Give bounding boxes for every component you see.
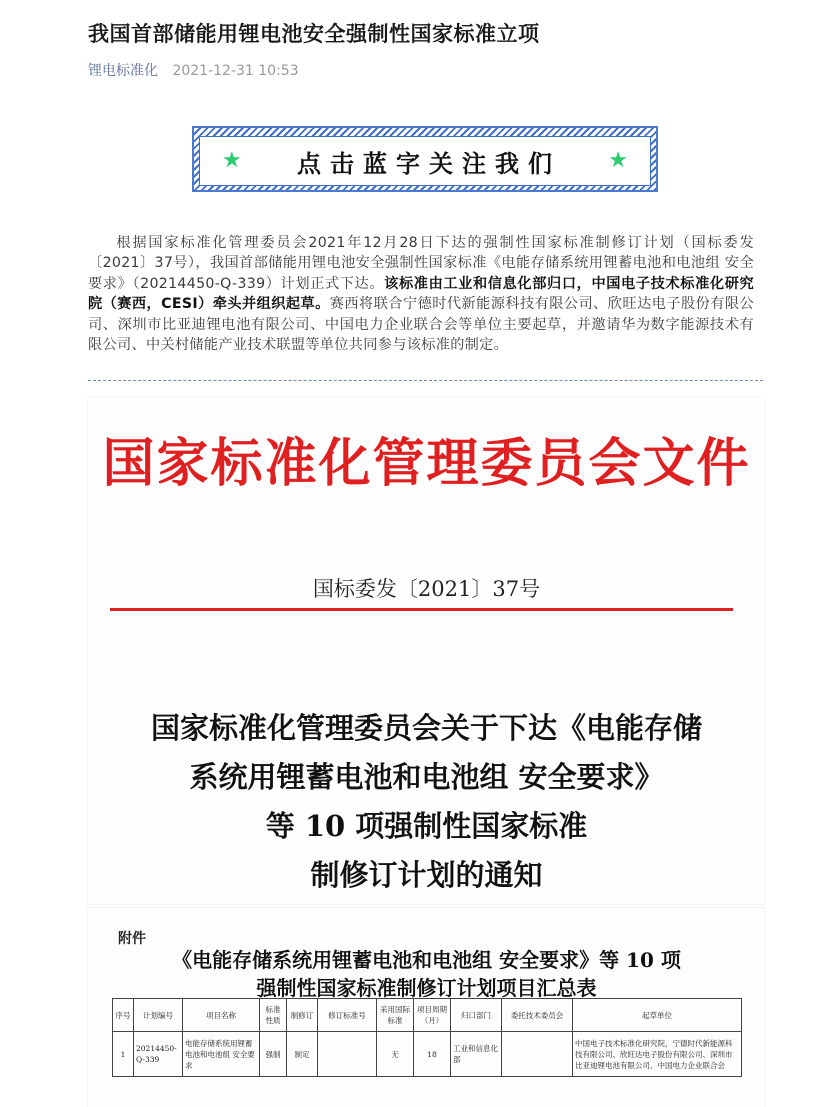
doc-notice-title [88,704,765,900]
follow-banner[interactable] [192,126,658,192]
summary-table [112,998,742,1077]
intro-text: 根据国家标准化管理委员会2021年12月28日下达的强制性国家标准制修订计划（国标委发〔2021〕37号），我国首部储能用锂电池安全强制性国家标准《电能存储系统用锂蓄电池和电池组 安全要求》（20214450-Q-339）计划正式下达。 [88,235,754,292]
table-header-cell: 委托技术委员会 [502,999,573,1032]
table-cell [318,1032,377,1077]
doc-notice-line: 等 10 项强制性国家标准 [265,809,588,843]
article-meta [88,60,299,80]
table-cell: 18 [414,1032,451,1077]
table-cell: 电能存储系统用锂蓄电池和电池组 安全要求 [183,1032,260,1077]
table-header-cell: 采用国际标准 [377,999,414,1032]
doc-notice-line: 系统用锂蓄电池和电池组 安全要求》 [189,760,664,794]
table-cell: 制定 [287,1032,318,1077]
table-cell: 1 [113,1032,134,1077]
account-name-link[interactable]: 锂电标准化 [88,63,158,79]
attachment-scan-image[interactable] [88,908,765,1107]
doc-red-line [110,608,733,611]
doc-number: 国标委发〔2021〕37号 [312,577,541,601]
table-cell: 工业和信息化部 [451,1032,502,1077]
star-icon-left: ★ [222,148,242,173]
document-scan-image[interactable] [88,397,765,904]
table-header-cell: 制修订 [287,999,318,1032]
doc-red-header: 国家标准化管理委员会文件 [102,433,751,494]
table-cell [502,1032,573,1077]
attachment-title-line: 强制性国家标准制修订计划项目汇总表 [256,976,597,1000]
follow-banner-text: 点击蓝字关注我们 [297,148,561,178]
table-cell: 20214450-Q-339 [134,1032,183,1077]
intro-bold-text: 该标准由工业和信息化部归口，中国电子技术标准化研究院（赛西，CESI）牵头并组织起草。 [88,275,754,313]
attachment-title [88,946,765,1002]
table-header-cell: 标准性质 [260,999,287,1032]
follow-banner-inner [199,136,651,186]
table-header-cell: 修订标准号 [318,999,377,1032]
table-header-cell: 起草单位 [573,999,742,1032]
table-header-cell: 序号 [113,999,134,1032]
attachment-title-line: 《电能存储系统用锂蓄电池和电池组 安全要求》等 10 项 [172,948,681,972]
table-header-cell: 项目周期（月） [414,999,451,1032]
table-cell: 无 [377,1032,414,1077]
table-row [113,1032,742,1077]
table-header-cell: 归口部门 [451,999,502,1032]
table-header-cell: 项目名称 [183,999,260,1032]
doc-notice-line: 国家标准化管理委员会关于下达《电能存储 [150,711,702,745]
dashed-divider [88,380,763,381]
article-title: 我国首部储能用锂电池安全强制性国家标准立项 [88,22,540,46]
table-cell: 中国电子技术标准化研究院，宁德时代新能源科技有限公司、欣旺达电子股份有限公司、深圳市比亚迪锂电池有限公司、中国电力企业联合会 [573,1032,742,1077]
star-icon-right: ★ [608,148,628,173]
intro-paragraph [88,233,754,355]
table-header-cell: 计划编号 [134,999,183,1032]
table-cell: 强制 [260,1032,287,1077]
attachment-label: 附件 [118,931,146,947]
intro-tail-text: 赛西将联合宁德时代新能源科技有限公司、欣旺达电子股份有限公司、深圳市比亚迪锂电池有限公司、中国电力企业联合会等单位主要起草，并邀请华为数字能源技术有限公司、中关村储能产业技术联盟等单位共同参与该标准的制定。 [88,296,754,354]
doc-notice-line: 制修订计划的通知 [310,858,543,892]
publish-time: 2021-12-31 10:53 [172,63,299,79]
table-header-row [113,999,742,1032]
